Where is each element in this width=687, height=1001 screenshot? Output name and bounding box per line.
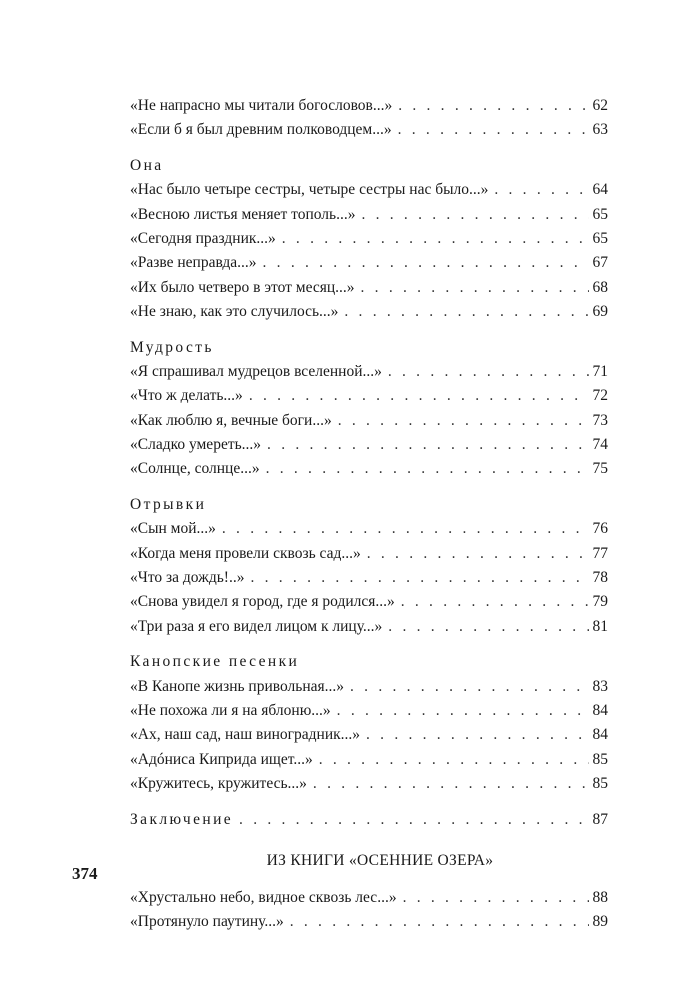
toc-entry[interactable] xyxy=(130,251,608,275)
toc-entry-page: 77 xyxy=(592,544,608,562)
toc-entry-title: «Я спрашивал мудрецов вселенной...» xyxy=(130,362,382,380)
dot-leader xyxy=(388,615,588,639)
dot-leader xyxy=(398,94,588,118)
dot-leader xyxy=(263,251,589,275)
toc-entry-title: «Нас было четыре сестры, четыре сестры нас было...» xyxy=(130,181,489,199)
dot-leader xyxy=(367,542,589,566)
toc-entry-title: «Что за дождь!..» xyxy=(130,569,245,587)
toc-entry-title: «Что ж делать...» xyxy=(130,387,243,405)
toc-entry-title: «Не знаю, как это случилось...» xyxy=(130,303,339,321)
dot-leader xyxy=(313,772,589,796)
toc-entry-page: 79 xyxy=(592,593,608,611)
toc-entry-page: 81 xyxy=(592,617,608,635)
toc-entry-page: 75 xyxy=(592,460,608,478)
toc-entry-title: «Протянуло паутину...» xyxy=(130,913,284,931)
section-heading-otryvki: Отрывки xyxy=(130,495,207,513)
toc-entry[interactable] xyxy=(130,227,608,251)
book-heading: ИЗ КНИГИ «ОСЕННИЕ ОЗЕРА» xyxy=(266,851,494,869)
toc-entry-page: 71 xyxy=(592,362,608,380)
toc-entry-title: «Если б я был древним полководцем...» xyxy=(130,121,392,139)
toc-entry[interactable] xyxy=(130,886,608,910)
toc-entry[interactable] xyxy=(130,772,608,796)
toc-entry-page: 78 xyxy=(592,569,608,587)
dot-leader xyxy=(350,675,588,699)
dot-leader xyxy=(266,457,589,481)
dot-leader xyxy=(319,748,589,772)
toc-entry-title: «Весною листья меняет тополь...» xyxy=(130,205,356,223)
toc-entry-title: «Ах, наш сад, наш виноградник...» xyxy=(130,726,361,744)
toc-entry[interactable] xyxy=(130,566,608,590)
dot-leader xyxy=(344,300,588,324)
dot-leader xyxy=(267,433,588,457)
toc-entry-title: «Сын мой...» xyxy=(130,520,216,538)
toc-entry[interactable] xyxy=(130,910,608,934)
toc-entry-page: 84 xyxy=(592,726,608,744)
dot-leader xyxy=(338,409,589,433)
toc-entry-title: «Адóниса Киприда ищет...» xyxy=(130,750,313,768)
toc-entry-page: 85 xyxy=(592,775,608,793)
toc-entry[interactable] xyxy=(130,118,608,142)
toc-entry[interactable] xyxy=(130,203,608,227)
toc-entry[interactable] xyxy=(130,699,608,723)
toc-entry-page: 68 xyxy=(592,278,608,296)
toc-entry[interactable] xyxy=(130,384,608,408)
dot-leader xyxy=(290,910,589,934)
section-heading-kanopskie-pesenki: Канопские песенки xyxy=(130,653,300,671)
toc-entry-conclusion[interactable] xyxy=(130,808,608,832)
toc-entry-page: 64 xyxy=(592,181,608,199)
section-heading-ona: Она xyxy=(130,156,164,174)
toc-entry-title: «Хрустально небо, видное сквозь лес...» xyxy=(130,888,397,906)
toc-entry[interactable] xyxy=(130,360,608,384)
dot-leader xyxy=(249,384,589,408)
section-heading-mudrost: Мудрость xyxy=(130,338,214,356)
toc-entry[interactable] xyxy=(130,748,608,772)
toc-entry-page: 83 xyxy=(592,677,608,695)
dot-leader xyxy=(239,808,588,832)
toc-entry-title: «Сладко умереть...» xyxy=(130,436,262,454)
toc-entry-title: «Когда меня провели сквозь сад...» xyxy=(130,544,361,562)
toc-entry[interactable] xyxy=(130,300,608,324)
dot-leader xyxy=(398,118,589,142)
dot-leader xyxy=(388,360,589,384)
toc-entry-page: 89 xyxy=(592,913,608,931)
toc-entry-page: 73 xyxy=(592,411,608,429)
toc-entry-title: «Солнце, солнце...» xyxy=(130,460,260,478)
toc-entry-page: 65 xyxy=(592,205,608,223)
dot-leader xyxy=(401,590,589,614)
toc-entry-title: «Снова увидел я город, где я родился...» xyxy=(130,593,395,611)
toc-entry[interactable] xyxy=(130,615,608,639)
toc-entry-page: 62 xyxy=(592,97,608,114)
toc-entry[interactable] xyxy=(130,542,608,566)
toc-entry-page: 63 xyxy=(592,121,608,139)
toc-entry[interactable] xyxy=(130,517,608,541)
dot-leader xyxy=(250,566,588,590)
toc-entry-title: «Разве неправда...» xyxy=(130,254,257,272)
toc-entry-title: Заключение xyxy=(130,810,234,828)
toc-entry[interactable] xyxy=(130,178,608,202)
toc-entry-title: «Не напрасно мы читали богословов...» xyxy=(130,97,393,114)
toc-entry-title: «Три раза я его видел лицом к лицу...» xyxy=(130,617,383,635)
toc-entry[interactable] xyxy=(130,590,608,614)
dot-leader xyxy=(282,227,589,251)
dot-leader xyxy=(366,723,588,747)
dot-leader xyxy=(222,517,589,541)
toc-entry[interactable] xyxy=(130,433,608,457)
toc-entry[interactable] xyxy=(130,276,608,300)
toc-entry[interactable] xyxy=(130,675,608,699)
toc-entry-page: 84 xyxy=(592,701,608,719)
toc-entry-page: 85 xyxy=(592,750,608,768)
toc-entry-title: «Сегодня праздник...» xyxy=(130,229,276,247)
toc-entry-page: 67 xyxy=(592,254,608,272)
toc-entry[interactable] xyxy=(130,409,608,433)
toc-entry-title: «Их было четверо в этот месяц...» xyxy=(130,278,355,296)
toc-entry-page: 72 xyxy=(592,387,608,405)
dot-leader xyxy=(494,178,588,202)
toc-entry[interactable] xyxy=(130,457,608,481)
toc-entry[interactable] xyxy=(130,94,608,118)
table-of-contents xyxy=(130,94,608,935)
toc-entry-page: 76 xyxy=(592,520,608,538)
toc-entry-title: «Кружитесь, кружитесь...» xyxy=(130,775,307,793)
page-number: 374 xyxy=(72,864,98,883)
toc-entry[interactable] xyxy=(130,723,608,747)
toc-entry-title: «Не похожа ли я на яблоню...» xyxy=(130,701,331,719)
toc-entry-page: 65 xyxy=(592,229,608,247)
toc-entry-page: 74 xyxy=(592,436,608,454)
toc-entry-title: «В Канопе жизнь привольная...» xyxy=(130,677,345,695)
dot-leader xyxy=(361,203,588,227)
toc-entry-page: 69 xyxy=(592,303,608,321)
toc-entry-title: «Как люблю я, вечные боги...» xyxy=(130,411,332,429)
dot-leader xyxy=(403,886,589,910)
dot-leader xyxy=(361,276,589,300)
toc-entry-page: 87 xyxy=(592,810,608,828)
dot-leader xyxy=(337,699,589,723)
toc-entry-page: 88 xyxy=(592,888,608,906)
